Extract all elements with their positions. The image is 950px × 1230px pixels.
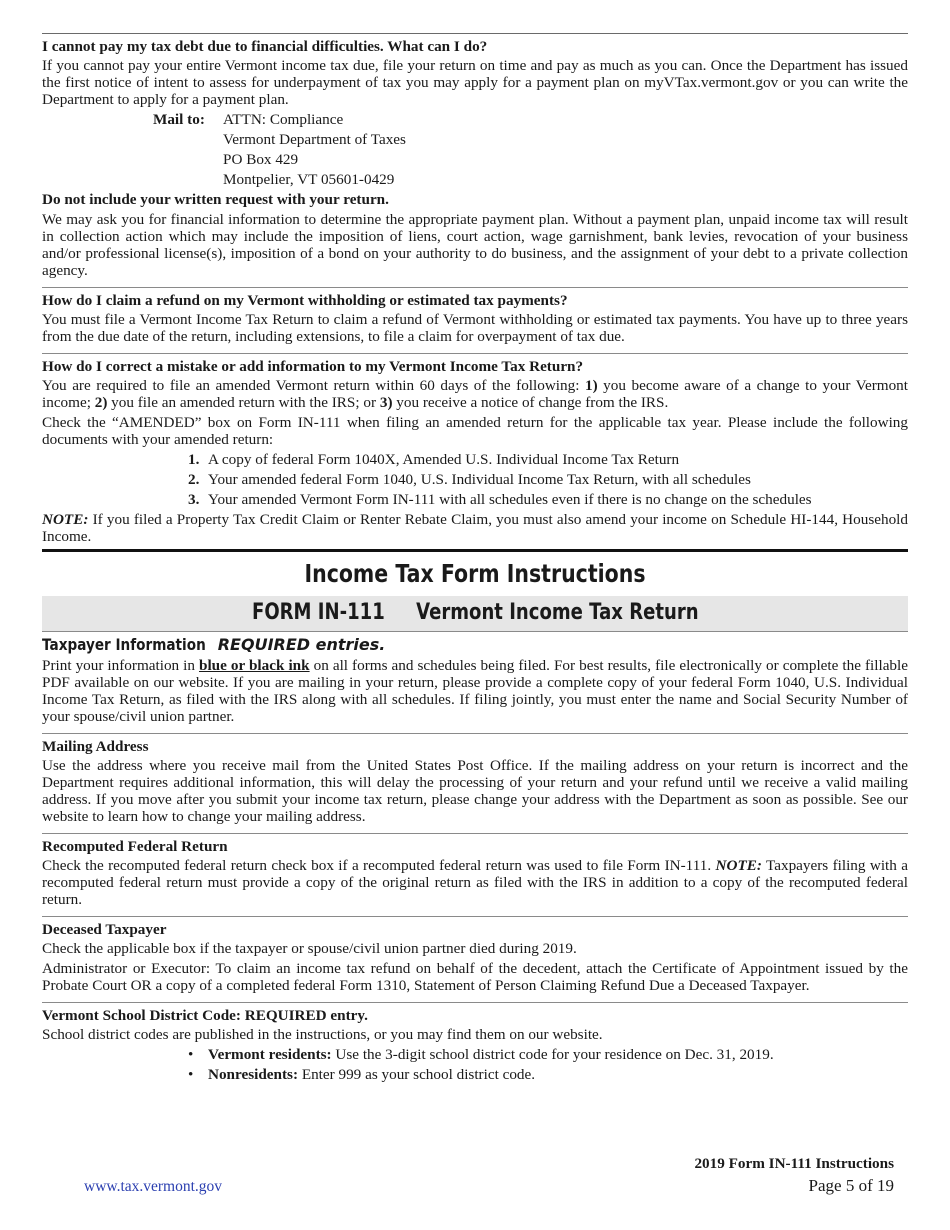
text-run: on all forms and schedules being filed. For best results, file electronically or complete the fillable PDF available on our website. If you are mailing in your return, please provide a complete copy of your federal Form 1040, U.S. Individual Income Tax Return, as filed with the IRS along with all schedules. If filing jointly, you must enter the name and Social Security Number of your spouse/civil union partner. (42, 657, 908, 725)
documents-list (188, 451, 908, 508)
text-run: you file an amended return with the IRS; or (107, 394, 380, 411)
list-text: A copy of federal Form 1040X, Amended U.S. Individual Income Tax Return (208, 451, 680, 468)
form-title: FORM IN-111 Vermont Income Tax Return (251, 600, 699, 625)
section-heading: Deceased Taxpayer (42, 921, 167, 938)
list-number: 2. (188, 471, 200, 488)
section-refund (42, 292, 908, 353)
section-school-district-code (42, 1007, 908, 1083)
divider (42, 287, 908, 288)
mail-line: Vermont Department of Taxes (223, 131, 406, 148)
bullet-text: Use the 3-digit school district code for your residence on Dec. 31, 2019. (331, 1046, 774, 1063)
list-item (188, 1066, 908, 1083)
paragraph: Use the address where you receive mail from the United States Post Office. If the mailing address on your return is incorrect and the Department requires additional information, this will delay the processing of your return and your refund until we receive a valid mailing address. If you move after you submit your income tax return, please change your address with the Department as soon as possible. See our website to learn how to change your mailing address. (42, 757, 908, 825)
list-number: 1. (188, 451, 200, 468)
list-number: 3. (188, 491, 200, 508)
page-number: Page 5 of 19 (808, 1176, 894, 1195)
paragraph (42, 857, 908, 908)
question-heading: How do I correct a mistake or add information to my Vermont Income Tax Return? (42, 358, 584, 375)
mail-lines (223, 111, 406, 191)
paragraph: School district codes are published in the instructions, or you may find them on our website. (42, 1026, 603, 1043)
text-run: you receive a notice of change from the IRS. (392, 394, 669, 411)
paragraph: You must file a Vermont Income Tax Return to claim a refund of Vermont withholding or estimated tax payments. You have up to three years from the due date of the return, including extensions, to file a claim for overpayment of tax due. (42, 311, 908, 345)
bullet-label: Vermont residents: (208, 1046, 332, 1063)
paragraph: If you cannot pay your entire Vermont income tax due, file your return on time and pay as much as you can. Once the Department has issued the first notice of intent to assess for underpayment of tax you may apply for a payment plan on myVTax.vermont.gov or you can write the Department to apply for a payment plan. (42, 57, 908, 108)
question-heading: How do I claim a refund on my Vermont withholding or estimated tax payments? (42, 292, 568, 309)
note-paragraph (42, 511, 908, 545)
main-title: Income Tax Form Instructions (304, 559, 646, 588)
section-recomputed-federal-return (42, 838, 908, 916)
text-run: You are required to file an amended Vermont return within 60 days of the following: (42, 377, 585, 394)
list-item (188, 491, 908, 508)
document-page (42, 33, 908, 1086)
mailing-address-block (153, 111, 908, 191)
list-item (188, 451, 908, 468)
warning-text: Do not include your written request with your return. (42, 191, 389, 208)
text-run: Print your information in (42, 657, 200, 674)
text-run: 3) (379, 394, 393, 411)
text-run: Check the recomputed federal return check box if a recomputed federal return was used to file Form IN-111. (42, 857, 716, 874)
mail-line: Montpelier, VT 05601-0429 (223, 171, 395, 188)
divider (42, 353, 908, 354)
paragraph: Check the “AMENDED” box on Form IN-111 when filing an amended return for the applicable tax year. Please include the following documents with your amended return: (42, 414, 908, 448)
footer-title: 2019 Form IN-111 Instructions (694, 1155, 894, 1172)
paragraph: Administrator or Executor: To claim an income tax refund on behalf of the decedent, attach the Certificate of Appointment issued by the Probate Court OR a copy of a completed federal Form 1310, Statement of Person Claiming Refund Due a Deceased Taxpayer. (42, 960, 908, 994)
text-run: If you filed a Property Tax Credit Claim or Renter Rebate Claim, you must also amend your income on Schedule HI-144, Household Income. (42, 511, 908, 545)
note-label: NOTE: (42, 511, 89, 528)
section-taxpayer-information (42, 636, 908, 733)
text-run: you become aware of a change to your Vermont income; (42, 377, 908, 411)
heading-text: Taxpayer Information (42, 635, 206, 654)
top-rule (42, 33, 908, 34)
ink-emphasis: blue or black ink (199, 657, 310, 674)
list-item (188, 1046, 908, 1063)
bullet-list (188, 1046, 908, 1083)
section-payment-difficulties (42, 38, 908, 287)
text-run: 2) (94, 394, 108, 411)
text-run: Taxpayers filing with a recomputed federal return must provide a copy of the original return as filed with the IRS in addition to a copy of the recomputed federal return. (42, 857, 908, 908)
section-heading: Recomputed Federal Return (42, 838, 228, 855)
note-label: NOTE: (715, 857, 762, 874)
divider (42, 916, 908, 917)
thick-divider (42, 549, 908, 552)
website-link[interactable]: www.tax.vermont.gov (84, 1178, 223, 1195)
footer-info (694, 1155, 894, 1194)
text-run: 1) (584, 377, 598, 394)
list-text: Your amended Vermont Form IN-111 with all schedules even if there is no change on the schedules (208, 491, 812, 508)
paragraph (42, 657, 908, 725)
paragraph (42, 377, 908, 411)
form-title-band (42, 596, 908, 632)
mail-line: ATTN: Compliance (223, 111, 344, 128)
divider (42, 833, 908, 834)
bullet-text: Enter 999 as your school district code. (298, 1066, 536, 1083)
divider (42, 1002, 908, 1003)
bullet-label: Nonresidents: (208, 1066, 299, 1083)
mail-to-label: Mail to: (153, 111, 205, 128)
question-heading: I cannot pay my tax debt due to financial difficulties. What can I do? (42, 38, 488, 55)
divider (42, 733, 908, 734)
list-text: Your amended federal Form 1040, U.S. Individual Income Tax Return, with all schedules (208, 471, 751, 488)
section-heading (42, 636, 908, 653)
section-mailing-address (42, 738, 908, 833)
paragraph: We may ask you for financial information to determine the appropriate payment plan. Without a payment plan, unpaid income tax will result in collection action which may include the imposition of liens, court action, wage garnishment, bank levies, revocation of your business and/or professional license(s), imposition of a bond on your authority to do business, and the assignment of your debt to a private collection agency. (42, 211, 908, 279)
section-deceased-taxpayer (42, 921, 908, 1002)
section-amended-return (42, 358, 908, 545)
section-heading: Mailing Address (42, 738, 149, 755)
mail-line: PO Box 429 (223, 151, 299, 168)
section-heading: Vermont School District Code: REQUIRED entry. (42, 1007, 368, 1024)
list-item (188, 471, 908, 488)
paragraph: Check the applicable box if the taxpayer or spouse/civil union partner died during 2019. (42, 940, 577, 957)
heading-emphasis: REQUIRED entries. (217, 635, 386, 654)
